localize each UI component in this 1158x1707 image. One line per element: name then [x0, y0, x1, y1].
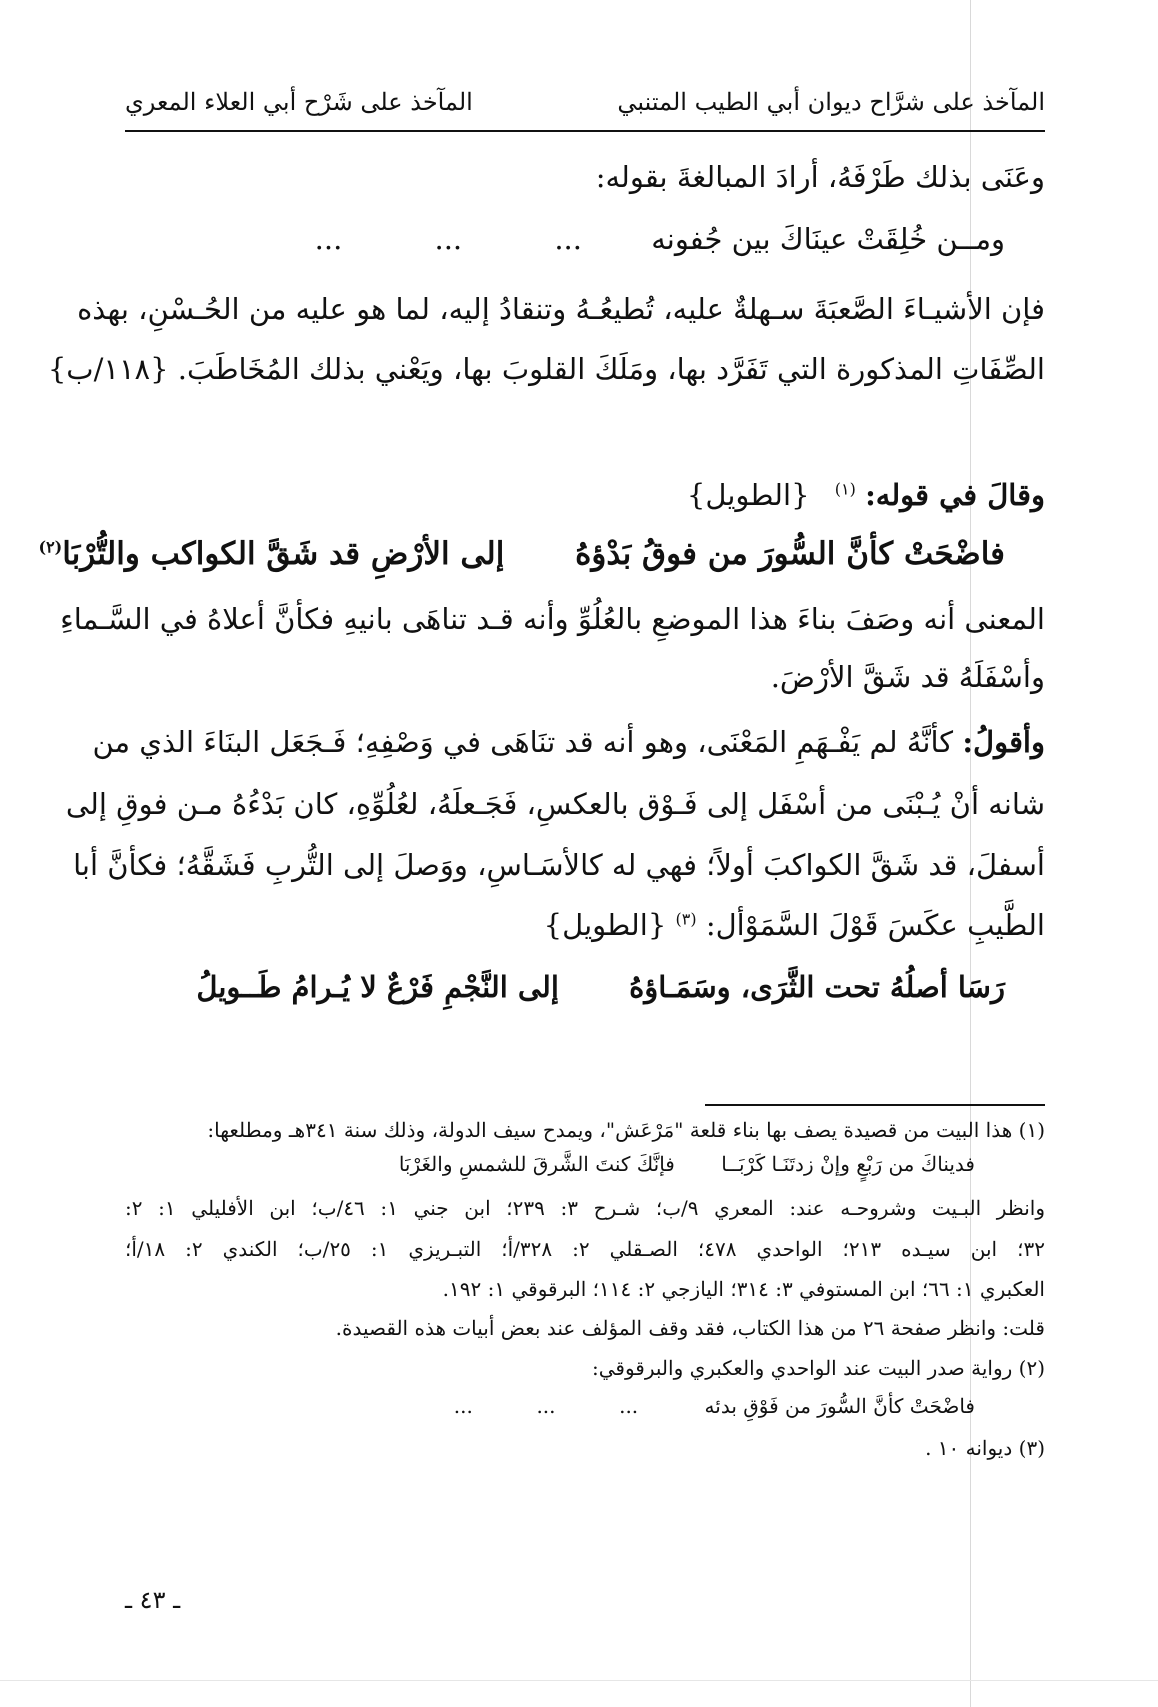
- footnote-2-verse-ellipsis: ... ... ...: [453, 1394, 639, 1418]
- footnote-2-line-1: (٢) رواية صدر البيت عند الواحدي والعكبري والبرقوقي:: [591, 1356, 1045, 1380]
- paragraph-3-line-4: [125, 908, 1045, 942]
- verse-2-second-hemistich: [38, 536, 504, 572]
- running-header: [125, 88, 1045, 128]
- footnote-1-line-4: العكبري ١: ٦٦؛ ابن المستوفي ٣: ٣١٤؛ اليازجي ٢: ١١٤؛ البرقوقي ١: ١٩٢.: [442, 1277, 1045, 1301]
- verse-1-ellipsis: ... ... ...: [314, 222, 582, 256]
- paragraph-1-line-1: فإن الأشيـاءَ الصَّعبَةَ سـهلةٌ عليه، تُطيعُـهُ وتنقادُ إليه، لما هو عليه من الحُـسْنِ، بهذه: [77, 292, 1045, 326]
- verse-2-second-text: إلى الأرْضِ قد شَقَّ الكواكب والتُّرْبَا: [62, 536, 505, 572]
- verse-3: [125, 970, 1045, 1004]
- footnote-ref-2: (٢): [38, 537, 63, 557]
- paragraph-1-line-2: الصِّفَاتِ المذكورة التي تَفَرَّد بها، ومَلَكَ القلوبَ بها، ويَعْني بذلك المُخَاطَبَ. {١١٨/ب}: [47, 352, 1045, 386]
- paragraph-2-line-1: المعنى أنه وصَفَ بناءَ هذا الموضعِ بالعُلُوِّ وأنه قـد تناهَى بانيهِ فكأنَّ أعلاهُ في السَّـماءِ: [60, 602, 1045, 636]
- footnote-1-line-3: ٣٢؛ ابن سيـده ٢١٣؛ الواحدي ٤٧٨؛ الصـقلي ٢: ٣٢٨/أ؛ التبـريزي ١: ٢٥/ب؛ الكندي ٢: ١٨/أ؛: [125, 1237, 1045, 1261]
- header-chapter-title: المآخذ على شَرْح أبي العلاء المعري: [125, 88, 473, 116]
- footnote-3-line-1: (٣) ديوانه ١٠ .: [925, 1436, 1045, 1460]
- meter-label-2: {الطويل}: [543, 908, 667, 942]
- page-number: ـ ٤٣ ـ: [125, 1586, 181, 1614]
- verse-2-first-hemistich: فاضْحَتْ كأنَّ السُّورَ من فوقُ بَدْؤهُ: [575, 536, 1005, 572]
- paragraph-3-line-1-text: كأنَّهُ لم يَفْـهَمِ المَعْنَى، وهو أنه قد تنَاهَى في وَصْفِهِ؛ فَـجَعَل البنَاءَ الذي من: [92, 725, 963, 759]
- footnote-rule: [705, 1104, 1045, 1106]
- paragraph-3-line-1: [92, 725, 1045, 759]
- paragraph-3-line-3: أسفلَ، قد شَقَّ الكواكبَ أولاً؛ فهي له كالأسَـاسِ، ووَصلَ إلى التُّربِ فَشَقَّهُ؛ فكأنَّ أبا: [73, 848, 1045, 882]
- verse-1-first-hemistich: ومــن خُلِقَتْ عينَاكَ بين جُفونه: [651, 222, 1005, 256]
- header-rule: [125, 130, 1045, 132]
- meter-label-1: {الطويل}: [686, 478, 810, 512]
- footnote-2-verse-first: فاضْحَتْ كأنَّ السُّورَ من فَوْقِ بدئه: [704, 1394, 975, 1418]
- paragraph-3-line-2: شانه أنْ يُـبْنَى من أسْفَل إلى فَـوْق بالعكسِ، فَجَـعلَهُ، لعُلُوِّهِ، كان بَدْءُهُ مـن فوقِ إلى: [65, 787, 1045, 821]
- paragraph-2-line-2: وأسْفَلَهُ قد شَقَّ الأرْضَ.: [770, 660, 1045, 694]
- paragraph-3-line-4-text: الطَّيبِ عكَسَ قَوْلَ السَّمَوْأل:: [705, 908, 1045, 942]
- verse-3-first-hemistich: رَسَا أصلُهُ تحت الثَّرَى، وسَمَـاؤهُ: [629, 970, 1005, 1004]
- intro-2-text: وقالَ في قوله:: [865, 478, 1045, 512]
- footnote-1-verse: [125, 1152, 1045, 1176]
- verse-1: [125, 222, 1045, 256]
- footnote-1-line-1: (١) هذا البيت من قصيدة يصف بها بناء قلعة "مَرْعَش"، ويمدح سيف الدولة، وذلك سنة ٣٤١هـ ومطلعها:: [207, 1118, 1045, 1142]
- footnote-ref-1: (١): [834, 479, 856, 499]
- footnote-1-verse-first: فديناكَ من رَبْعٍ وإنْ زدتَنَـا كَرْبَــا: [721, 1152, 975, 1176]
- footnote-1-verse-second: فإنَّكَ كنتَ الشَّرقَ للشمسِ والغَرْبَا: [398, 1152, 675, 1176]
- body-line-1: وعَنَى بذلك طَرْفَهُ، أرادَ المبالغةَ بقوله:: [595, 160, 1045, 194]
- scan-guide-horizontal: [0, 1680, 1158, 1681]
- footnote-1-line-2: وانظر البـيت وشروحـه عند: المعري ٩/ب؛ شـرح ٣: ٢٣٩؛ ابن جني ١: ٤٦/ب؛ ابن الأفليلي ١: ٢:: [125, 1196, 1045, 1220]
- footnote-2-verse: [125, 1394, 1045, 1418]
- footnote-1-line-5: قلت: وانظر صفحة ٢٦ من هذا الكتاب، فقد وقف المؤلف عند بعض أبيات هذه القصيدة.: [335, 1316, 1045, 1340]
- verse-2: [38, 536, 1045, 572]
- header-book-title: المآخذ على شرَّاح ديوان أبي الطيب المتنبي: [617, 88, 1045, 116]
- footnote-ref-3: (٣): [675, 909, 697, 929]
- verse-3-second-hemistich: إلى النَّجْمِ فَرْعٌ لا يُـرامُ طَــويلُ: [196, 970, 559, 1004]
- paragraph-3-lead: وأقولُ:: [962, 725, 1045, 759]
- intro-line-2: [125, 478, 1045, 512]
